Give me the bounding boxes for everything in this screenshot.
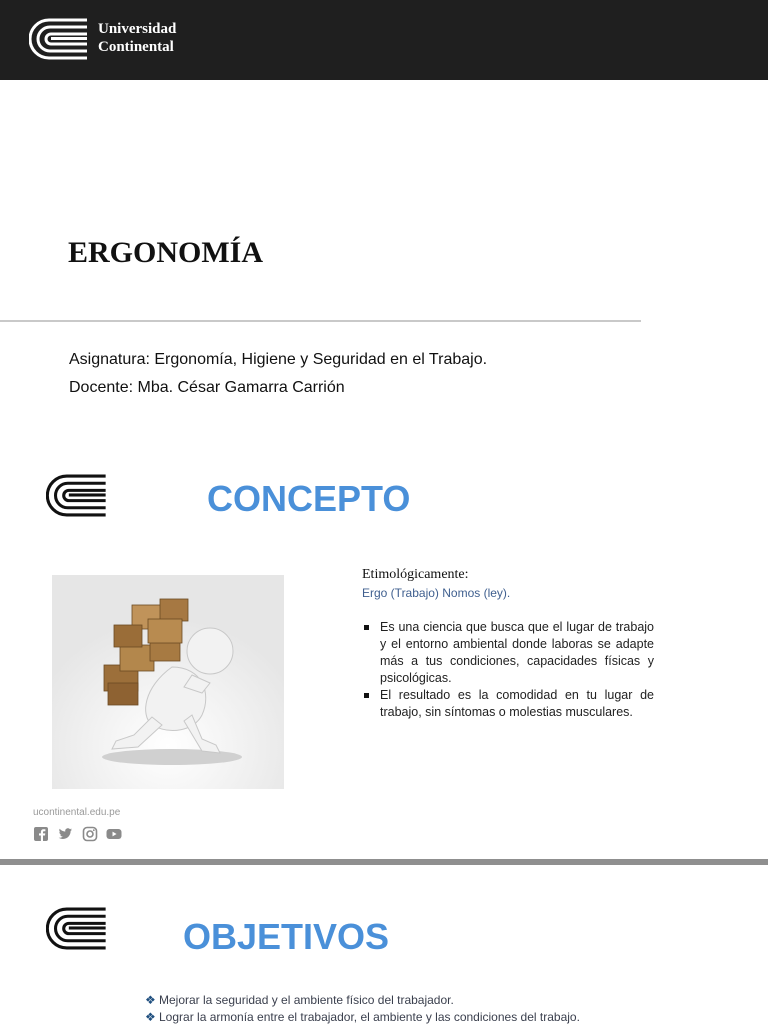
title-divider: [0, 320, 641, 322]
university-logo-icon: [29, 17, 89, 61]
objective-item: [145, 993, 454, 1007]
teacher-text: Docente: Mba. César Gamarra Carrión: [69, 379, 345, 396]
youtube-icon[interactable]: [106, 826, 122, 842]
etymology-label: Etimológicamente:: [362, 567, 469, 582]
brand-line-2: Continental: [98, 39, 174, 55]
slide2-title: CONCEPTO: [207, 478, 411, 519]
brand-line-1: Universidad: [98, 21, 177, 37]
instagram-icon[interactable]: [82, 826, 98, 842]
header-bar: [0, 0, 768, 80]
brand-name: [98, 20, 176, 56]
concept-bullet: Es una ciencia que busca que el lugar de trabajo y el entorno ambiental donde laboras se adapte más a tus condiciones, capacidades físicas y psicológicas.: [362, 619, 654, 687]
facebook-icon[interactable]: [33, 826, 49, 842]
subject-text: Asignatura: Ergonomía, Higiene y Seguridad en el Trabajo.: [69, 351, 488, 368]
objective-text: Mejorar la seguridad y el ambiente físico del trabajador.: [159, 993, 454, 1007]
etymology-text: Ergo (Trabajo) Nomos (ley).: [362, 586, 511, 600]
slide2-logo-icon: [46, 473, 108, 518]
slide1-title: ERGONOMÍA: [68, 236, 263, 269]
slide3-title: OBJETIVOS: [183, 916, 390, 957]
objective-item: [145, 1010, 580, 1024]
twitter-icon[interactable]: [57, 826, 73, 842]
objective-text: Lograr la armonía entre el trabajador, el ambiente y las condiciones del trabajo.: [159, 1010, 580, 1024]
footer-url[interactable]: ucontinental.edu.pe: [33, 807, 121, 818]
slide-separator: [0, 859, 768, 865]
slide3-logo-icon: [46, 906, 108, 951]
diamond-bullet-icon: ❖: [145, 993, 156, 1007]
concept-bullet: El resultado es la comodidad en tu lugar de trabajo, sin síntomas o molestias musculares.: [362, 687, 654, 721]
diamond-bullet-icon: ❖: [145, 1010, 156, 1024]
person-carrying-boxes-illustration: [52, 575, 284, 789]
concept-bullets: [362, 619, 654, 721]
